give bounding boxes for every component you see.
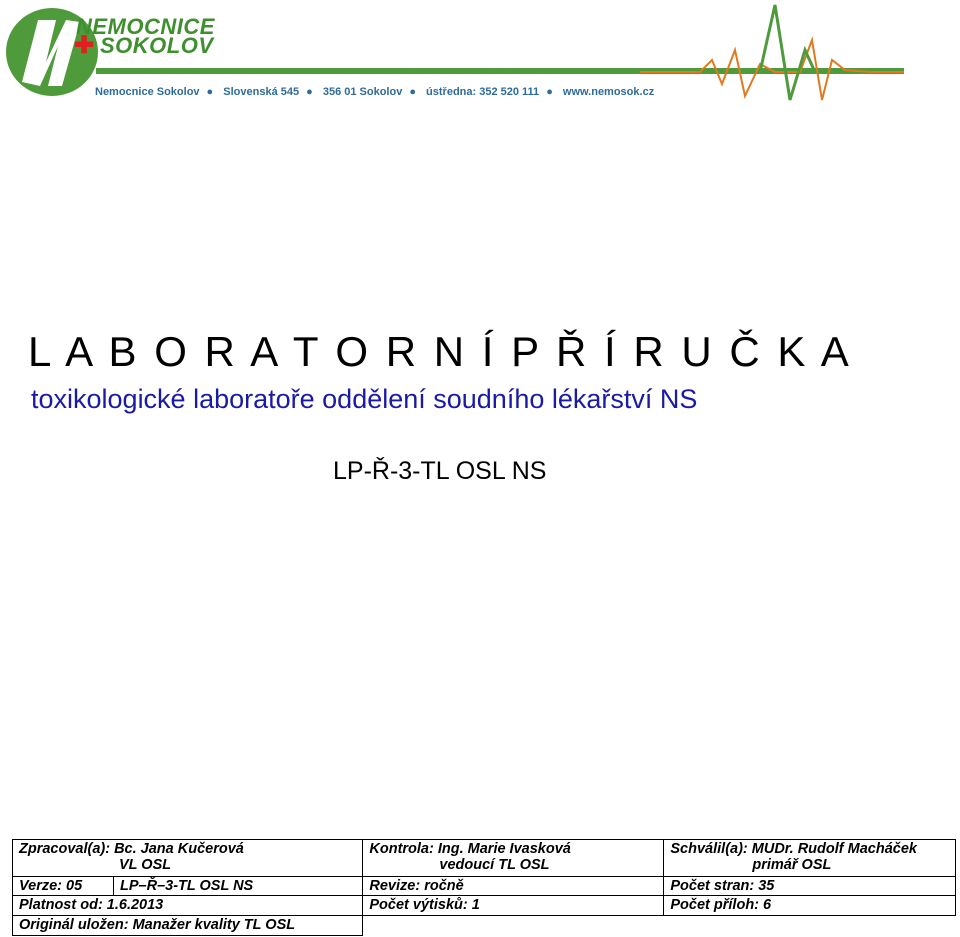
medical-cross-icon: ✚: [74, 32, 95, 59]
prepared-cell: [13, 840, 363, 877]
address-name: Nemocnice Sokolov: [95, 86, 200, 98]
version-label: Verze: 05: [13, 876, 114, 896]
original-stored: Originál uložen: Manažer kvality TL OSL: [13, 916, 363, 936]
table-row: [13, 840, 956, 877]
address-street: Slovenská 545: [223, 86, 300, 98]
document-title: L A B O R A T O R N Í P Ř Í R U Č K A: [28, 328, 852, 375]
checked-by: Kontrola: Ing. Marie Ivasková: [369, 841, 571, 857]
revision: Revize: ročně: [363, 876, 664, 896]
address-web[interactable]: www.nemosok.cz: [562, 86, 655, 98]
checked-role: vedoucí TL OSL: [439, 857, 550, 873]
table-row: [13, 896, 956, 916]
attachments-count: Počet příloh: 6: [664, 896, 956, 916]
logo-text-bottom: SOKOLOV: [100, 33, 214, 58]
document-subtitle: toxikologické laboratoře oddělení soudního lékařství NS: [31, 384, 698, 414]
checked-cell: [363, 840, 664, 877]
approved-by: Schválil(a): MUDr. Rudolf Macháček: [670, 841, 917, 857]
address-phone: ústředna: 352 520 111: [426, 86, 540, 98]
document-code: LP-Ř-3-TL OSL NS: [333, 457, 547, 485]
document-metadata-table: [12, 839, 956, 936]
hospital-address: Nemocnice Sokolov ● Slovenská 545 ● 356 01 Sokolov ● ústředna: 352 520 111 ● www.nemosok.cz: [95, 86, 655, 98]
prepared-by: Zpracoval(a): Bc. Jana Kučerová: [19, 841, 244, 857]
valid-from: Platnost od: 1.6.2013: [13, 896, 363, 916]
copies-count: Počet výtisků: 1: [363, 896, 664, 916]
approved-role: primář OSL: [752, 857, 832, 873]
prepared-role: VL OSL: [119, 857, 172, 873]
address-city: 356 01 Sokolov: [322, 86, 403, 98]
approved-cell: [664, 840, 956, 877]
table-row: [13, 876, 956, 896]
version-code: LP–Ř–3-TL OSL NS: [114, 876, 363, 896]
page-count: Počet stran: 35: [664, 876, 956, 896]
document-header: [0, 0, 960, 110]
table-row: [13, 916, 956, 936]
logo-text-top: NEMOCNICE: [76, 14, 215, 39]
